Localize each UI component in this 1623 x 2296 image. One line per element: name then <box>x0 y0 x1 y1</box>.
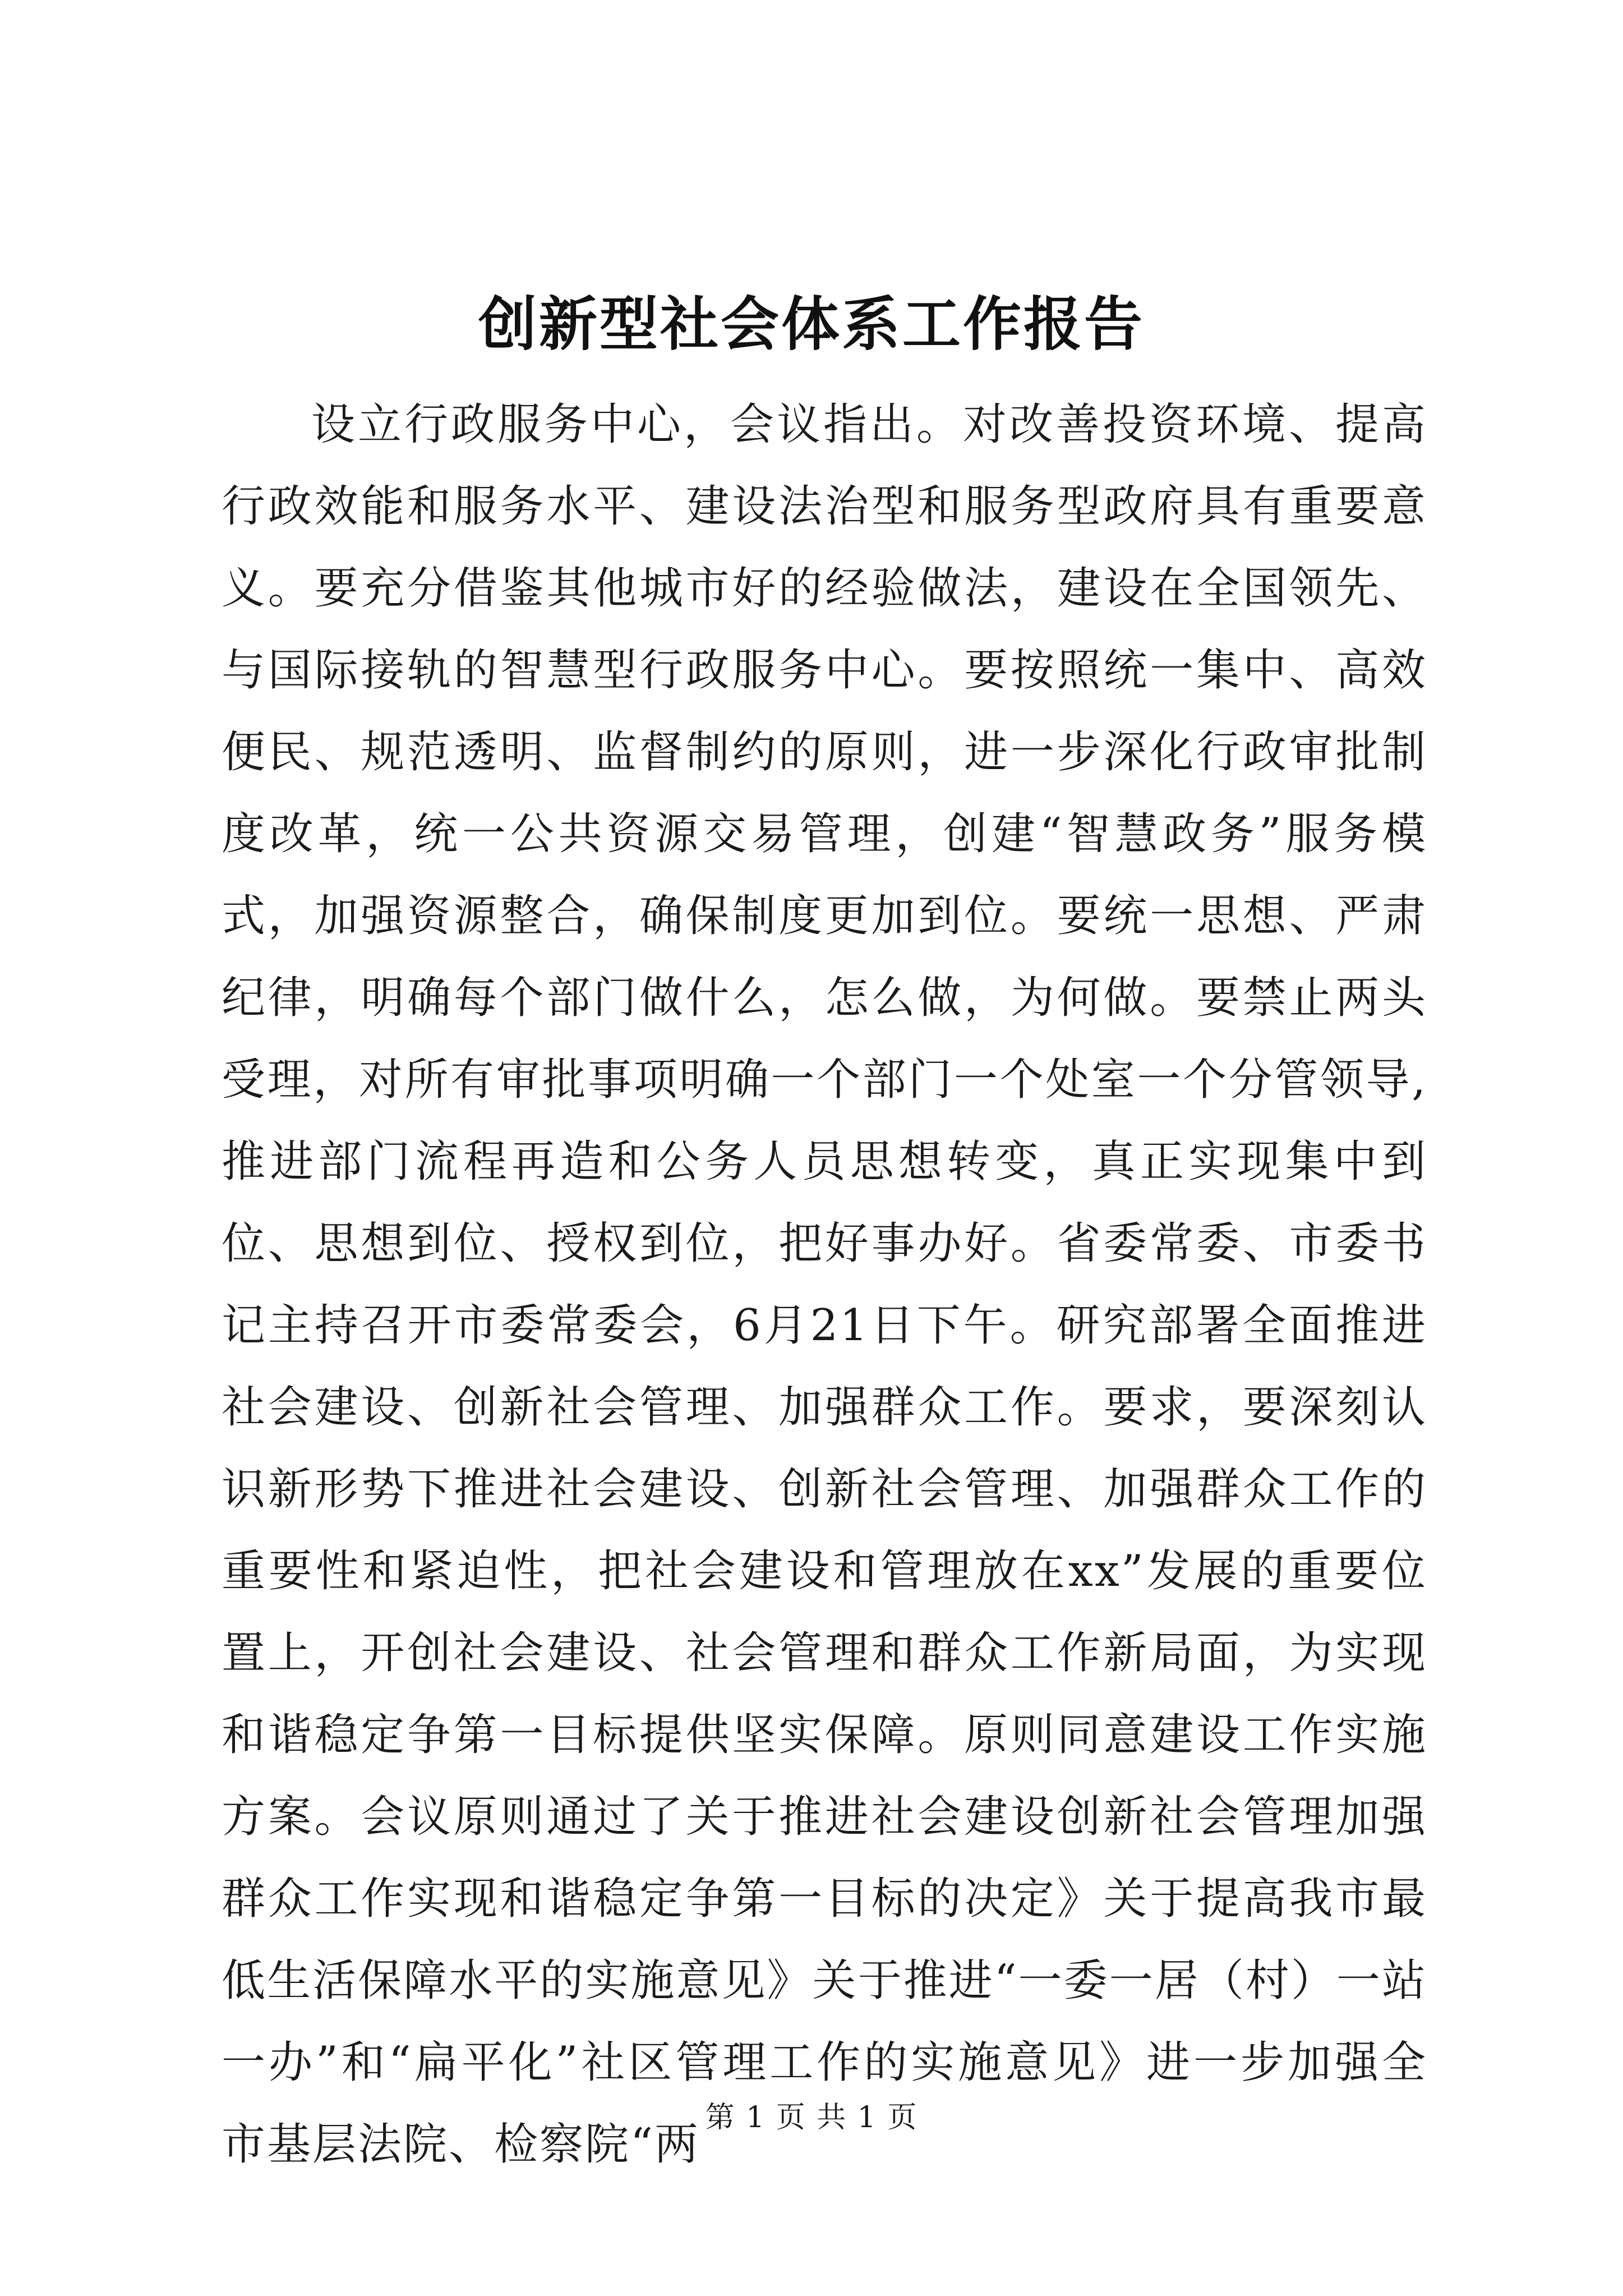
document-title: 创新型社会体系工作报告 <box>478 289 1145 358</box>
document-body-paragraph: 设立行政服务中心，会议指出。对改善投资环境、提高行政效能和服务水平、建设法治型和服务型政府具有重要意义。要充分借鉴其他城市好的经验做法，建设在全国领先、与国际接轨的智慧型行政服务中心。要按照统一集中、高效便民、规范透明、监督制约的原则，进一步深化行政审批制度改革，统一公共资源交易管理，创建“智慧政务”服务模式，加强资源整合，确保制度更加到位。要统一思想、严肃纪律，明确每个部门做什么，怎么做，为何做。要禁止两头受理，对所有审批事项明确一个部门一个处室一个分管领导,推进部门流程再造和公务人员思想转变，真正实现集中到位、思想到位、授权到位，把好事办好。省委常委、市委书记主持召开市委常委会，6月21日下午。研究部署全面推进社会建设、创新社会管理、加强群众工作。要求，要深刻认识新形势下推进社会建设、创新社会管理、加强群众工作的重要性和紧迫性，把社会建设和管理放在xx”发展的重要位置上，开创社会建设、社会管理和群众工作新局面，为实现和谐稳定争第一目标提供坚实保障。原则同意建设工作实施方案。会议原则通过了关于推进社会建设创新社会管理加强群众工作实现和谐稳定争第一目标的决定》关于提高我市最低生活保障水平的实施意见》关于推进“一委一居（村）一站一办”和“扁平化”社区管理工作的实施意见》进一步加强全市基层法院、检察院“两 <box>222 399 1427 2170</box>
page-number-footer: 第 1 页 共 1 页 <box>705 2101 918 2134</box>
